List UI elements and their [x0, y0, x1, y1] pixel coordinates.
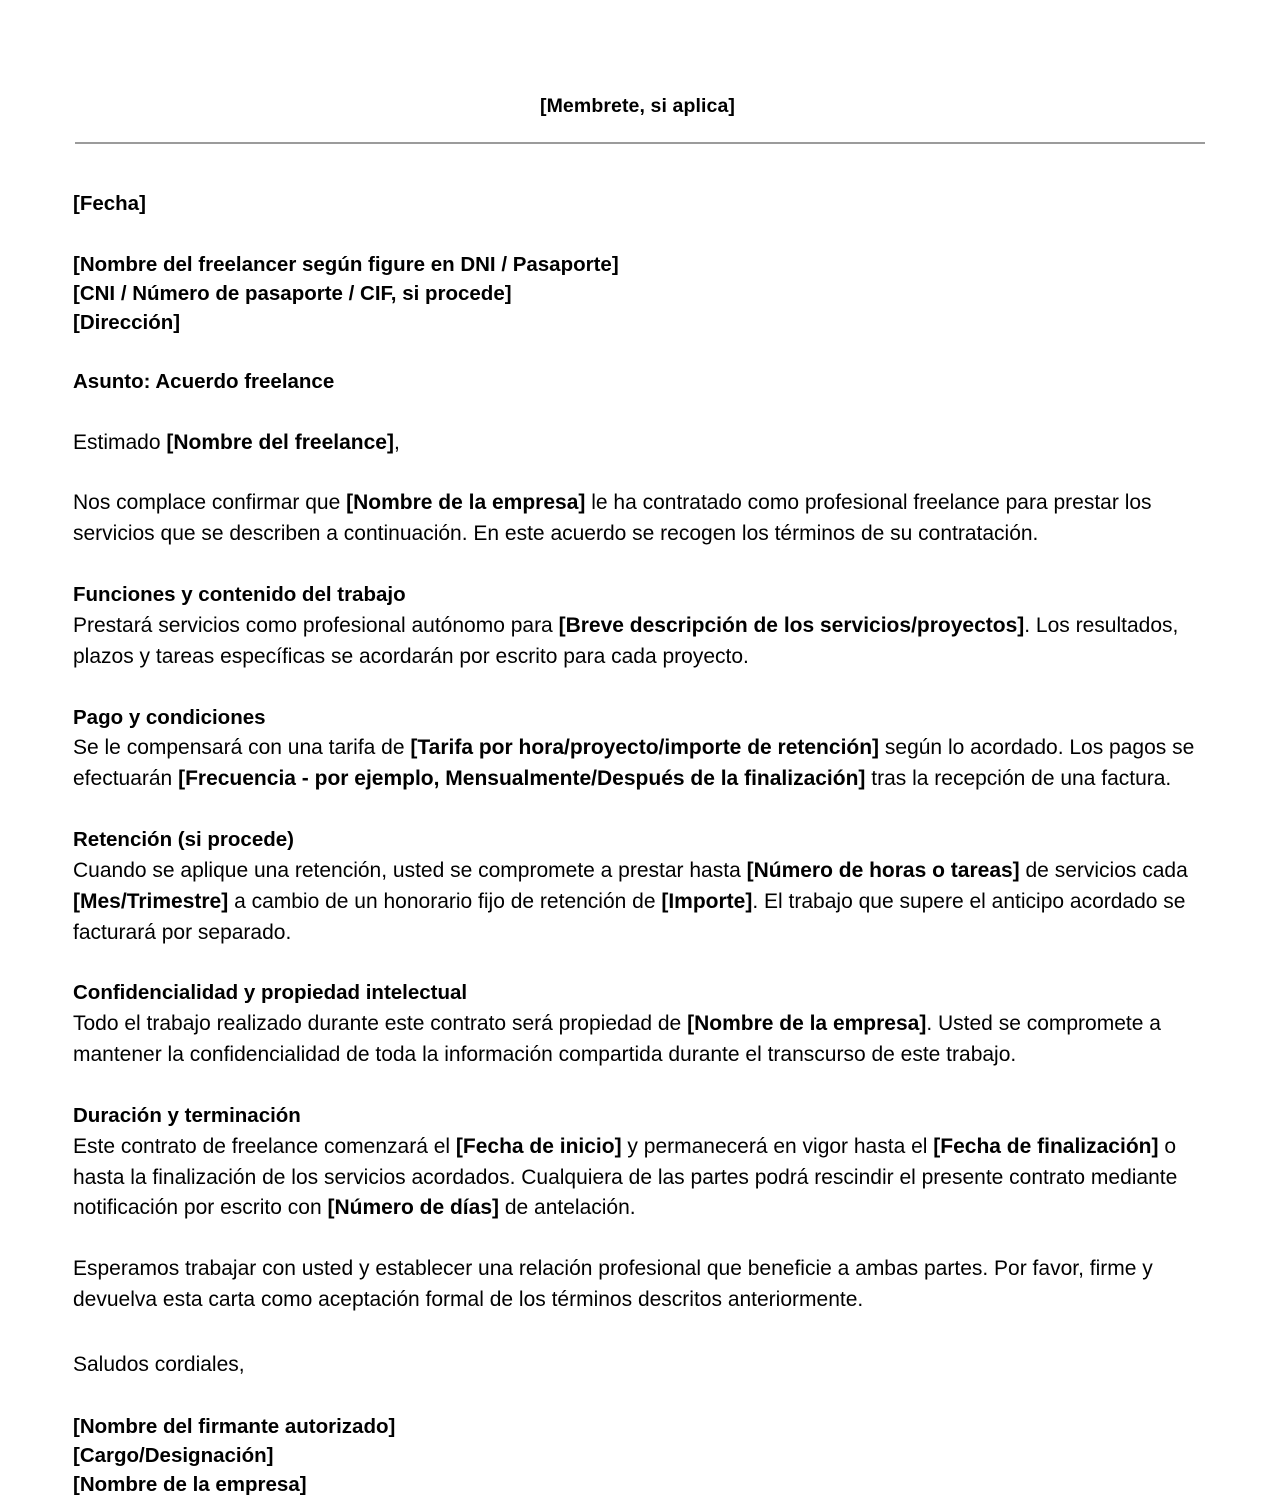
- spacer: [73, 948, 1218, 978]
- header-divider-wrap: [0, 142, 1275, 144]
- spacer: [73, 795, 1218, 825]
- signature-block: [73, 1412, 1218, 1499]
- letterhead-title: [Membrete, si aplica]: [540, 95, 735, 117]
- header-divider: [75, 142, 1205, 144]
- document-body: [0, 189, 1275, 1499]
- subject-line: Asunto: Acuerdo freelance: [73, 369, 335, 393]
- date-placeholder: [Fecha]: [73, 192, 146, 216]
- closing-paragraph: Esperamos trabajar con usted y establecer una relación profesional que beneficie a ambas partes. Por favor, firme y devuelva esta carta como aceptación formal de los términos descritos anteriormente.: [73, 1257, 1153, 1312]
- intro-paragraph: Nos complace confirmar que [Nombre de la empresa] le ha contratado como profesional freelance para prestar los servicios que se describen a continuación. En este acuerdo se recogen los términos de su contratación.: [73, 491, 1152, 546]
- spacer: [73, 1316, 1218, 1350]
- section-heading: Confidencialidad y propiedad intelectual: [73, 981, 468, 1005]
- signature-line: [Nombre del firmante autorizado]: [73, 1414, 396, 1438]
- section-heading: Retención (si procede): [73, 828, 294, 852]
- spacer: [73, 550, 1218, 580]
- spacer: [73, 219, 1218, 250]
- sign-off: Saludos cordiales,: [73, 1352, 245, 1376]
- salutation: Estimado [Nombre del freelance],: [73, 430, 400, 454]
- section-pago: [73, 703, 1218, 795]
- spacer: [73, 1381, 1218, 1412]
- recipient-line: [Dirección]: [73, 310, 181, 334]
- signature-line: [Cargo/Designación]: [73, 1443, 274, 1467]
- signature-line: [Nombre de la empresa]: [73, 1473, 307, 1497]
- section-body: Prestará servicios como profesional autónomo para [Breve descripción de los servicios/proyectos]. Los resultados, plazos y tareas específicas se acordarán por escrito para cada proyecto.: [73, 613, 1179, 668]
- section-body: Este contrato de freelance comenzará el [Fecha de inicio] y permanecerá en vigor hasta el [Fecha de finalización] o hasta la finalización de los servicios acordados. Cualquiera de las partes podrá rescindir el presente contrato mediante notificación por escrito con [Número de días] de antelación.: [73, 1134, 1178, 1220]
- section-heading: Duración y terminación: [73, 1103, 301, 1127]
- spacer: [73, 1224, 1218, 1254]
- section-body: Todo el trabajo realizado durante este contrato será propiedad de [Nombre de la empresa]. Usted se compromete a mantener la confidencialidad de toda la información compartida durante el transcurso de este trabajo.: [73, 1012, 1161, 1067]
- section-retencion: [73, 825, 1218, 948]
- recipient-block: [73, 250, 1218, 337]
- spacer: [73, 673, 1218, 703]
- recipient-line: [CNI / Número de pasaporte / CIF, si procede]: [73, 281, 512, 305]
- spacer: [73, 1071, 1218, 1101]
- section-funciones: [73, 580, 1218, 672]
- section-body: Se le compensará con una tarifa de [Tarifa por hora/proyecto/importe de retención] según lo acordado. Los pagos se efectuarán [Frecuencia - por ejemplo, Mensualmente/Después de la finalización] tras la recepción de una factura.: [73, 736, 1195, 791]
- section-heading: Funciones y contenido del trabajo: [73, 583, 406, 607]
- recipient-line: [Nombre del freelancer según figure en DNI / Pasaporte]: [73, 252, 619, 276]
- section-body: Cuando se aplique una retención, usted se compromete a prestar hasta [Número de horas o tareas] de servicios cada [Mes/Trimestre] a cambio de un honorario fijo de retención de [Importe]. El trabajo que supere el anticipo acordado se facturará por separado.: [73, 858, 1188, 944]
- section-confidencialidad: [73, 978, 1218, 1070]
- spacer: [73, 458, 1218, 488]
- section-duracion: [73, 1101, 1218, 1224]
- section-heading: Pago y condiciones: [73, 705, 266, 729]
- spacer: [73, 337, 1218, 367]
- spacer: [73, 398, 1218, 428]
